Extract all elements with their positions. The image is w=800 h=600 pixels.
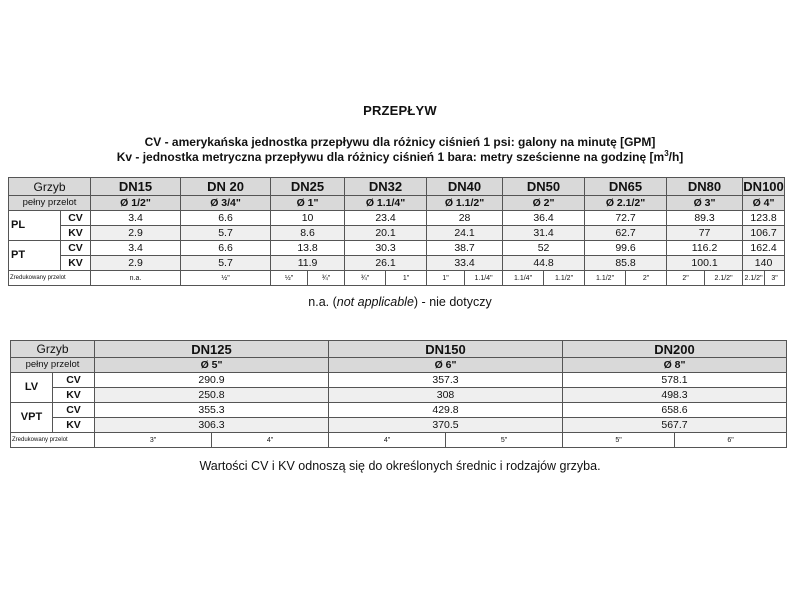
table1-cell: 72.7 (585, 211, 667, 226)
table1-passage-label: pełny przelot (9, 196, 91, 211)
table2-cell: 567.7 (563, 418, 787, 433)
table1-cell: 77 (667, 226, 743, 241)
table1-kv-label: KV (61, 226, 91, 241)
table1-cell: 20.1 (345, 226, 427, 241)
note-na-prefix: n.a. ( (308, 295, 337, 309)
table2-reduced-cell: 4" (329, 433, 446, 448)
table2-cell: 578.1 (563, 373, 787, 388)
table1-reduced-cell: ¾" (345, 271, 386, 286)
table1-dim: Ø 3" (667, 196, 743, 211)
table1-dim: Ø 2" (503, 196, 585, 211)
table1-cell: 23.4 (345, 211, 427, 226)
table2-cv-label: CV (53, 373, 95, 388)
table2-cell: 308 (329, 388, 563, 403)
table2-dim: Ø 6" (329, 358, 563, 373)
table1-dn: DN80 (667, 178, 743, 196)
table1-cell: 28 (427, 211, 503, 226)
table2-cv-label: CV (53, 403, 95, 418)
flow-table-small (8, 177, 785, 286)
table1-pl-label: PL (9, 211, 61, 241)
note-na-suffix: ) - nie dotyczy (413, 295, 492, 309)
table1-reduced-cell: ½" (181, 271, 271, 286)
table1-reduced-row (9, 271, 785, 286)
table2-dn: DN200 (563, 341, 787, 358)
table1-pl-cv-row (9, 211, 785, 226)
table1-reduced-cell: 3" (765, 271, 785, 286)
table1-pt-label: PT (9, 241, 61, 271)
table1-cell: 85.8 (585, 256, 667, 271)
table1-cell: 52 (503, 241, 585, 256)
table2-reduced-cell: 5" (563, 433, 675, 448)
table2-header-left: Grzyb (11, 341, 95, 358)
table1-dim: Ø 3/4" (181, 196, 271, 211)
table1-reduced-cell: 1.1/2" (544, 271, 585, 286)
table2-reduced-cell: 4" (212, 433, 329, 448)
note-na-italic: not applicable (336, 295, 414, 309)
subtitle-cv: CV - amerykańska jednostka przepływu dla różnicy ciśnień 1 psi: galony na minutę [GPM] (144, 135, 656, 149)
table1-reduced-cell: n.a. (91, 271, 181, 286)
table1-cell: 89.3 (667, 211, 743, 226)
table1-kv-label: KV (61, 256, 91, 271)
table1-dn: DN32 (345, 178, 427, 196)
table1-dn: DN50 (503, 178, 585, 196)
table1-dn: DN65 (585, 178, 667, 196)
table2-kv-label: KV (53, 418, 95, 433)
table2-vpt-cv-row (11, 403, 787, 418)
table2-reduced-cell: 3" (95, 433, 212, 448)
table1-cell: 2.9 (91, 256, 181, 271)
table2-cell: 306.3 (95, 418, 329, 433)
table1-cell: 62.7 (585, 226, 667, 241)
table2-dn: DN125 (95, 341, 329, 358)
table1-cell: 6.6 (181, 241, 271, 256)
table1-cell: 10 (271, 211, 345, 226)
page-title: PRZEPŁYW (363, 103, 437, 118)
table2-cell: 355.3 (95, 403, 329, 418)
table2-lv-label: LV (11, 373, 53, 403)
table2-reduced-row (11, 433, 787, 448)
table2-cell: 498.3 (563, 388, 787, 403)
table1-pl-kv-row (9, 226, 785, 241)
table1-header-left: Grzyb (9, 178, 91, 196)
subtitle-kv-unit: /h] (668, 150, 684, 164)
table2-lv-kv-row (11, 388, 787, 403)
table1-reduced-cell: 2" (626, 271, 667, 286)
subtitle-kv (0, 149, 800, 164)
table1-cv-label: CV (61, 241, 91, 256)
table2-cell: 250.8 (95, 388, 329, 403)
table2-reduced-label: Zredukowany przelot (11, 433, 95, 448)
table1-reduced-cell: ¾" (308, 271, 345, 286)
table2-cell: 429.8 (329, 403, 563, 418)
table1-pt-cv-row (9, 241, 785, 256)
note-bottom: Wartości CV i KV odnoszą się do określonych średnic i rodzajów grzyba. (199, 459, 601, 473)
table1-cell: 106.7 (743, 226, 785, 241)
table1-dn: DN25 (271, 178, 345, 196)
table1-cell: 31.4 (503, 226, 585, 241)
table1-dn-row (9, 178, 785, 196)
table1-dn: DN 20 (181, 178, 271, 196)
table1-dim: Ø 4" (743, 196, 785, 211)
table1-dim-row (9, 196, 785, 211)
table1-reduced-cell: 2.1/2" (705, 271, 743, 286)
table1-cell: 13.8 (271, 241, 345, 256)
table1-cell: 162.4 (743, 241, 785, 256)
table2-dn-row (11, 341, 787, 358)
table2-dim: Ø 8" (563, 358, 787, 373)
table1-cell: 5.7 (181, 256, 271, 271)
table1-reduced-cell: 2" (667, 271, 705, 286)
table1-dn: DN40 (427, 178, 503, 196)
flow-table-large (10, 340, 787, 448)
table1-reduced-cell: 2.1/2" (743, 271, 765, 286)
table1-pt-kv-row (9, 256, 785, 271)
table1-dim: Ø 1.1/4" (345, 196, 427, 211)
table1-cell: 33.4 (427, 256, 503, 271)
table1-cell: 3.4 (91, 241, 181, 256)
table1-cell: 116.2 (667, 241, 743, 256)
table1-reduced-cell: 1.1/4" (465, 271, 503, 286)
table2-cell: 370.5 (329, 418, 563, 433)
table1-cell: 3.4 (91, 211, 181, 226)
table1-cell: 5.7 (181, 226, 271, 241)
table1-cell: 8.6 (271, 226, 345, 241)
table1-cell: 2.9 (91, 226, 181, 241)
table2-dim: Ø 5" (95, 358, 329, 373)
table1-dim: Ø 1" (271, 196, 345, 211)
table1-reduced-label: Zredukowany przelot (9, 271, 91, 286)
table2-lv-cv-row (11, 373, 787, 388)
table1-cv-label: CV (61, 211, 91, 226)
table1-cell: 38.7 (427, 241, 503, 256)
table1-reduced-cell: ½" (271, 271, 308, 286)
table1-reduced-cell: 1.1/4" (503, 271, 544, 286)
table1-reduced-cell: 1.1/2" (585, 271, 626, 286)
table1-dim: Ø 1/2" (91, 196, 181, 211)
table1-reduced-cell: 1" (427, 271, 465, 286)
note-not-applicable (0, 295, 800, 309)
table2-vpt-kv-row (11, 418, 787, 433)
table1-reduced-cell: 1" (386, 271, 427, 286)
table1-cell: 123.8 (743, 211, 785, 226)
table2-dim-row (11, 358, 787, 373)
table1-cell: 140 (743, 256, 785, 271)
table2-cell: 357.3 (329, 373, 563, 388)
table2-kv-label: KV (53, 388, 95, 403)
table1-cell: 99.6 (585, 241, 667, 256)
table2-dn: DN150 (329, 341, 563, 358)
subtitle-kv-superscript: 3 (664, 149, 669, 158)
table1-cell: 30.3 (345, 241, 427, 256)
table2-reduced-cell: 5" (446, 433, 563, 448)
table1-cell: 24.1 (427, 226, 503, 241)
table1-cell: 11.9 (271, 256, 345, 271)
table1-cell: 26.1 (345, 256, 427, 271)
table1-dim: Ø 2.1/2" (585, 196, 667, 211)
table1-dn: DN15 (91, 178, 181, 196)
table1-dim: Ø 1.1/2" (427, 196, 503, 211)
table1-cell: 36.4 (503, 211, 585, 226)
table2-vpt-label: VPT (11, 403, 53, 433)
table2-passage-label: pełny przelot (11, 358, 95, 373)
table2-cell: 658.6 (563, 403, 787, 418)
table1-cell: 100.1 (667, 256, 743, 271)
subtitle-kv-text: Kv - jednostka metryczna przepływu dla różnicy ciśnień 1 bara: metry sześcienne na godzinę [m (116, 150, 665, 164)
table1-cell: 6.6 (181, 211, 271, 226)
table2-cell: 290.9 (95, 373, 329, 388)
table2-reduced-cell: 6" (675, 433, 787, 448)
table1-cell: 44.8 (503, 256, 585, 271)
table1-dn: DN100 (743, 179, 784, 194)
